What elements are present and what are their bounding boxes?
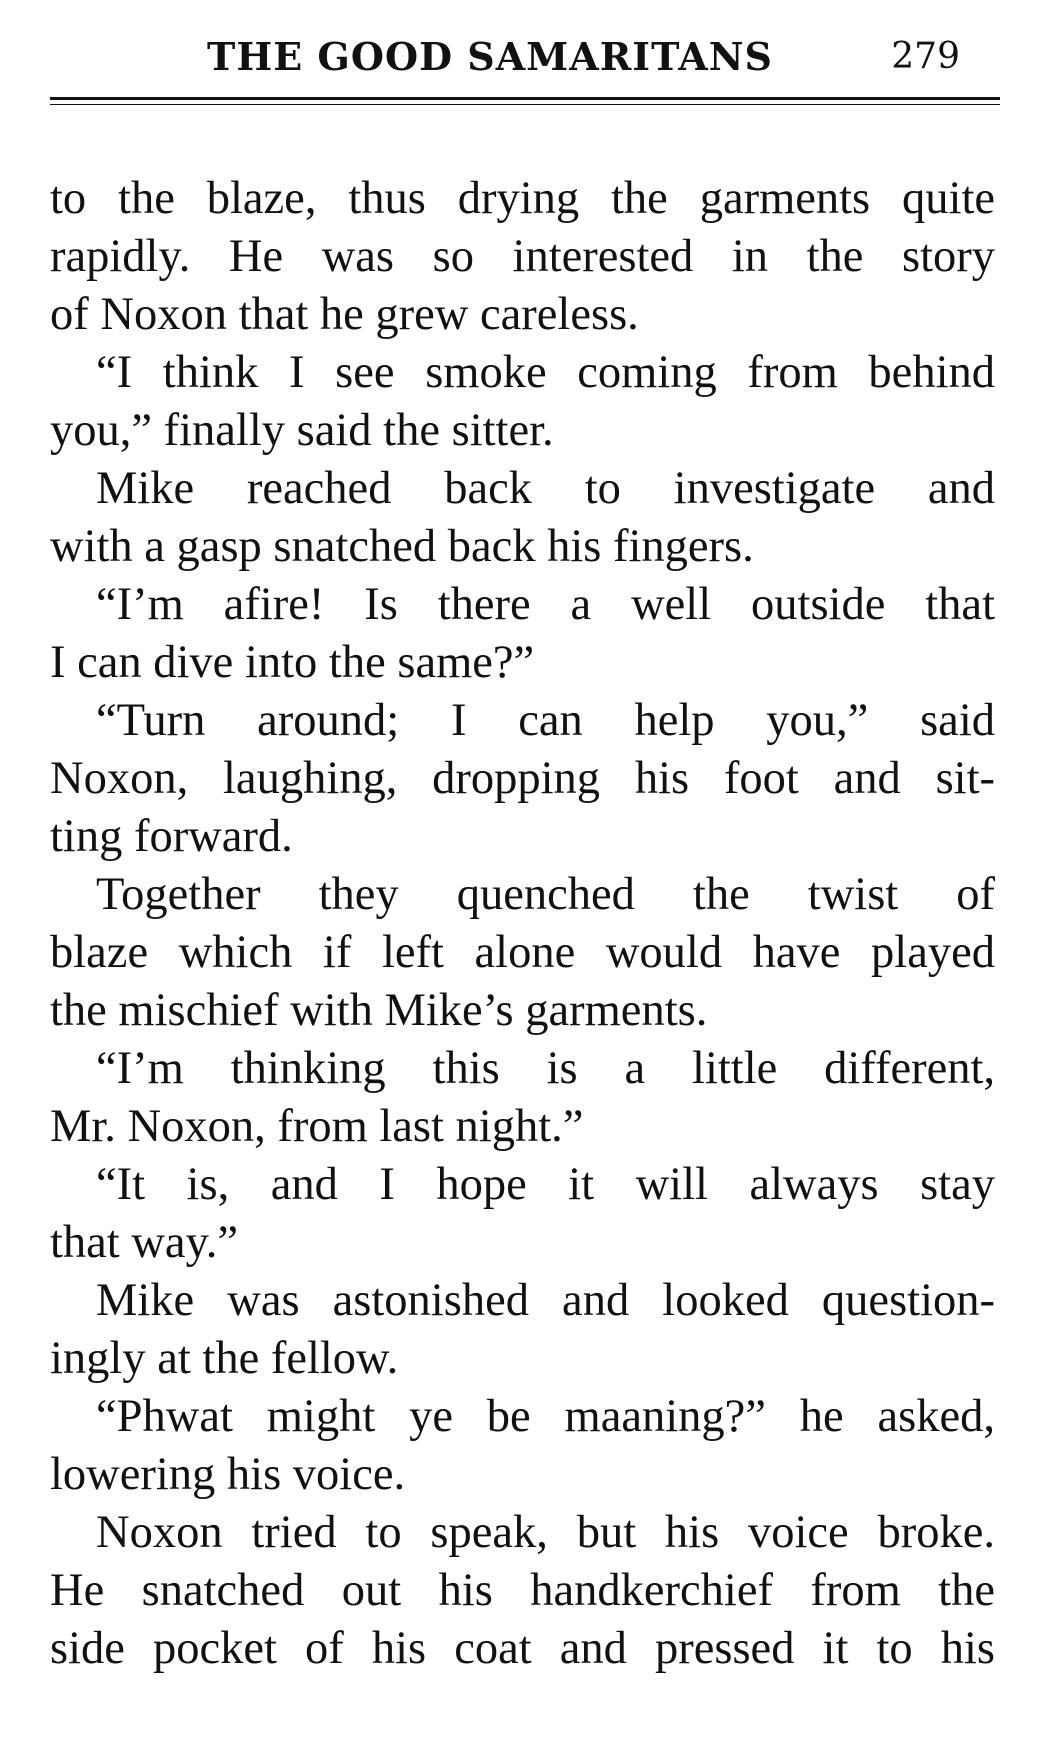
text-line: Together they quenched the twist of — [96, 869, 995, 920]
text-line: “I’m afire! Is there a well outside that — [96, 579, 995, 630]
text-line: “I’m thinking this is a little different, — [96, 1043, 995, 1094]
text-line: He snatched out his handkerchief from the — [50, 1565, 995, 1616]
text-line: of Noxon that he grew careless. — [50, 289, 639, 340]
text-line: Noxon, laughing, dropping his foot and sit- — [50, 753, 995, 804]
text-line: ingly at the fellow. — [50, 1333, 399, 1384]
text-line: Mike reached back to investigate and — [96, 463, 995, 514]
text-line: lowering his voice. — [50, 1449, 406, 1500]
running-head — [50, 30, 1000, 80]
text-line: with a gasp snatched back his fingers. — [50, 521, 754, 572]
text-line: Mr. Noxon, from last night.” — [50, 1101, 584, 1152]
text-line: blaze which if left alone would have played — [50, 927, 995, 978]
text-line: you,” finally said the sitter. — [50, 405, 554, 456]
header-rule-thick — [50, 97, 1000, 100]
text-line: rapidly. He was so interested in the story — [50, 231, 995, 282]
header-rule-thin — [50, 104, 1000, 105]
running-title: THE GOOD SAMARITANS — [207, 34, 773, 79]
text-line: the mischief with Mike’s garments. — [50, 985, 708, 1036]
page-number: 279 — [891, 36, 960, 77]
text-line: Noxon tried to speak, but his voice broke. — [96, 1507, 995, 1558]
text-line: to the blaze, thus drying the garments quite — [50, 173, 995, 224]
text-line: side pocket of his coat and pressed it to his — [50, 1623, 995, 1674]
text-line: “Turn around; I can help you,” said — [96, 695, 995, 746]
body-text — [50, 170, 995, 1678]
text-line: “I think I see smoke coming from behind — [96, 347, 995, 398]
text-line: Mike was astonished and looked question- — [96, 1275, 995, 1326]
text-line: “It is, and I hope it will always stay — [96, 1159, 995, 1210]
text-line: “Phwat might ye be maaning?” he asked, — [96, 1391, 995, 1442]
text-line: ting forward. — [50, 811, 293, 862]
text-line: I can dive into the same?” — [50, 637, 535, 688]
text-line: that way.” — [50, 1217, 239, 1268]
